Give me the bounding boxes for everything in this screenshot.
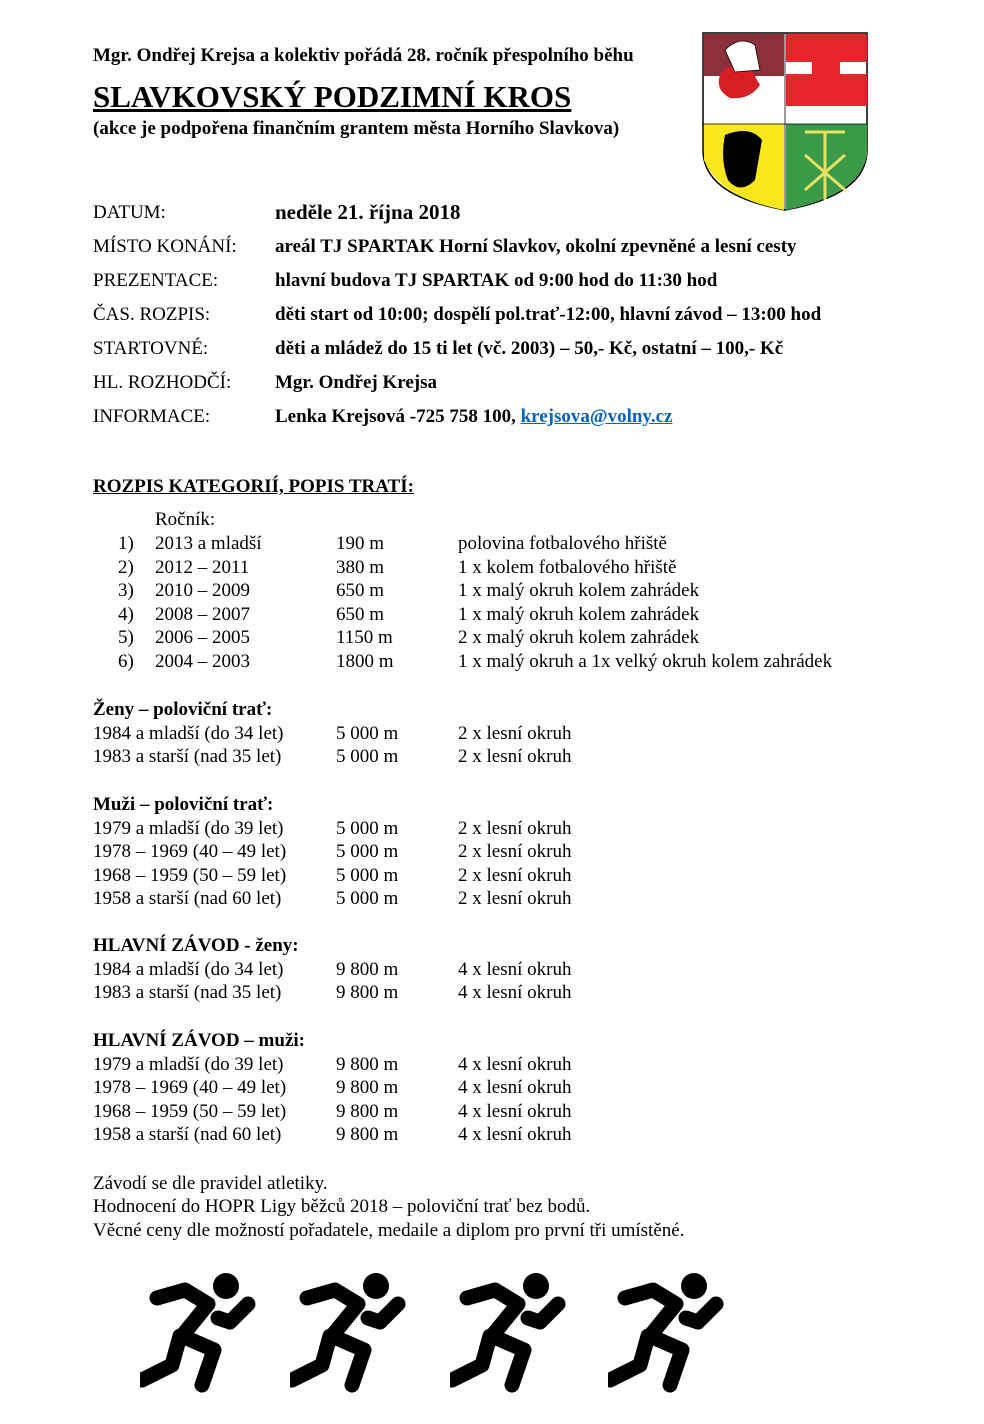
kid-row-description: 2 x malý okruh kolem zahrádek <box>458 627 700 649</box>
category-row-distance: 5 000 m <box>336 864 399 886</box>
kid-row-description: 1 x malý okruh a 1x velký okruh kolem zahrádek <box>458 651 833 672</box>
running-person-icon <box>140 1270 300 1420</box>
category-row-label: 1978 – 1969 (40 – 49 let) <box>93 841 287 863</box>
info-value-referee: Mgr. Ondřej Krejsa <box>275 372 438 393</box>
running-person-icon <box>608 1270 768 1420</box>
note-rules: Závodí se dle pravidel atletiky. <box>93 1173 328 1194</box>
category-row-description: 2 x lesní okruh <box>458 722 572 744</box>
category-row-description: 4 x lesní okruh <box>458 958 572 980</box>
kid-row-distance: 650 m <box>336 580 385 602</box>
category-row-distance: 5 000 m <box>336 722 399 744</box>
kid-row-distance: 1800 m <box>336 651 394 672</box>
category-row-label: 1968 – 1959 (50 – 59 let) <box>93 864 287 886</box>
info-label-referee: HL. ROZHODČÍ: <box>93 372 232 393</box>
kid-row-number: 6) <box>118 651 134 672</box>
category-row-label: 1978 – 1969 (40 – 49 let) <box>93 1077 287 1099</box>
running-person-icon <box>450 1270 610 1420</box>
info-value-place: areál TJ SPARTAK Horní Slavkov, okolní zpevněné a lesní cesty <box>275 236 797 257</box>
category-row-description: 4 x lesní okruh <box>458 982 572 1004</box>
email-link[interactable]: krejsova@volny.cz <box>520 406 673 427</box>
category-row-label: 1983 a starší (nad 35 let) <box>93 746 282 768</box>
category-row-description: 4 x lesní okruh <box>458 1077 572 1099</box>
category-row-label: 1968 – 1959 (50 – 59 let) <box>93 1100 287 1122</box>
kid-row-distance: 1150 m <box>336 627 393 649</box>
category-row-label: 1983 a starší (nad 35 let) <box>93 982 282 1004</box>
category-row-label: 1958 a starší (nad 60 let) <box>93 1124 282 1146</box>
group-title: Ženy – poloviční trať: <box>93 699 273 720</box>
subtitle: (akce je podpořena finančním grantem města Horního Slavkova) <box>93 118 620 139</box>
category-row-distance: 9 800 m <box>336 1124 399 1146</box>
info-value-registration: hlavní budova TJ SPARTAK od 9:00 hod do 11:30 hod <box>275 270 718 291</box>
info-label-schedule: ČAS. ROZPIS: <box>93 304 211 325</box>
category-row-distance: 9 800 m <box>336 1077 399 1099</box>
kid-row-year: 2013 a mladší <box>155 533 262 554</box>
info-label-contact: INFORMACE: <box>93 406 211 427</box>
group-title: HLAVNÍ ZÁVOD – muži: <box>93 1030 305 1051</box>
info-value-fee: děti a mládež do 15 ti let (vč. 2003) – 50,- Kč, ostatní – 100,- Kč <box>275 338 784 359</box>
category-row-distance: 5 000 m <box>336 841 399 863</box>
category-row-distance: 5 000 m <box>336 746 399 768</box>
category-row-label: 1958 a starší (nad 60 let) <box>93 888 282 910</box>
kid-row-year: 2010 – 2009 <box>155 580 250 602</box>
page-title: SLAVKOVSKÝ PODZIMNÍ KROS <box>93 79 572 114</box>
year-header: Ročník: <box>155 509 216 530</box>
kid-row-description: 1 x malý okruh kolem zahrádek <box>458 580 700 602</box>
categories-heading: ROZPIS KATEGORIÍ, POPIS TRATÍ: <box>93 476 414 497</box>
category-row-distance: 9 800 m <box>336 1053 399 1075</box>
kid-row-description: polovina fotbalového hřiště <box>458 533 667 554</box>
category-row-label: 1979 a mladší (do 39 let) <box>93 817 284 839</box>
kid-row-number: 5) <box>118 627 134 649</box>
kid-row-number: 3) <box>118 580 134 602</box>
category-row-description: 2 x lesní okruh <box>458 888 572 910</box>
kid-row-description: 1 x malý okruh kolem zahrádek <box>458 603 700 625</box>
category-row-distance: 9 800 m <box>336 982 399 1004</box>
category-row-description: 2 x lesní okruh <box>458 864 572 886</box>
group-title: HLAVNÍ ZÁVOD - ženy: <box>93 935 299 956</box>
category-row-label: 1984 a mladší (do 34 let) <box>93 958 284 980</box>
running-person-icon <box>290 1270 450 1420</box>
kid-row-year: 2004 – 2003 <box>155 651 250 672</box>
info-value-contact <box>275 406 673 428</box>
info-label-registration: PREZENTACE: <box>93 270 219 291</box>
kid-row-description: 1 x kolem fotbalového hřiště <box>458 556 677 578</box>
category-row-distance: 5 000 m <box>336 817 399 839</box>
kid-row-distance: 380 m <box>336 556 385 578</box>
kid-row-distance: 190 m <box>336 533 385 554</box>
category-row-label: 1984 a mladší (do 34 let) <box>93 722 284 744</box>
category-row-description: 2 x lesní okruh <box>458 841 572 863</box>
category-row-description: 4 x lesní okruh <box>458 1124 572 1146</box>
kid-row-number: 2) <box>118 556 134 578</box>
kid-row-year: 2008 – 2007 <box>155 603 250 625</box>
category-row-description: 4 x lesní okruh <box>458 1100 572 1122</box>
category-row-label: 1979 a mladší (do 39 let) <box>93 1053 284 1075</box>
note-league: Hodnocení do HOPR Ligy běžců 2018 – poloviční trať bez bodů. <box>93 1196 591 1217</box>
category-row-distance: 5 000 m <box>336 888 399 910</box>
note-prizes: Věcné ceny dle možností pořadatele, medaile a diplom pro první tři umístěné. <box>93 1220 685 1241</box>
kid-row-number: 1) <box>118 533 134 554</box>
category-row-description: 2 x lesní okruh <box>458 746 572 768</box>
info-label-fee: STARTOVNÉ: <box>93 338 209 359</box>
category-row-distance: 9 800 m <box>336 1100 399 1122</box>
contact-text: Lenka Krejsová -725 758 100, <box>275 406 521 427</box>
kid-row-year: 2012 – 2011 <box>155 556 250 578</box>
info-value-schedule: děti start od 10:00; dospělí pol.trať-12:00, hlavní závod – 13:00 hod <box>275 304 822 325</box>
category-row-description: 2 x lesní okruh <box>458 817 572 839</box>
group-title: Muži – poloviční trať: <box>93 794 274 815</box>
coat-of-arms-icon <box>700 30 870 212</box>
info-label-date: DATUM: <box>93 202 166 223</box>
category-row-distance: 9 800 m <box>336 958 399 980</box>
kid-row-year: 2006 – 2005 <box>155 627 250 649</box>
kid-row-number: 4) <box>118 603 134 625</box>
info-value-date: neděle 21. října 2018 <box>275 200 461 224</box>
kid-row-distance: 650 m <box>336 603 385 625</box>
info-label-place: MÍSTO KONÁNÍ: <box>93 236 237 257</box>
intro-line: Mgr. Ondřej Krejsa a kolektiv pořádá 28. ročník přespolního běhu <box>93 45 634 66</box>
category-row-description: 4 x lesní okruh <box>458 1053 572 1075</box>
